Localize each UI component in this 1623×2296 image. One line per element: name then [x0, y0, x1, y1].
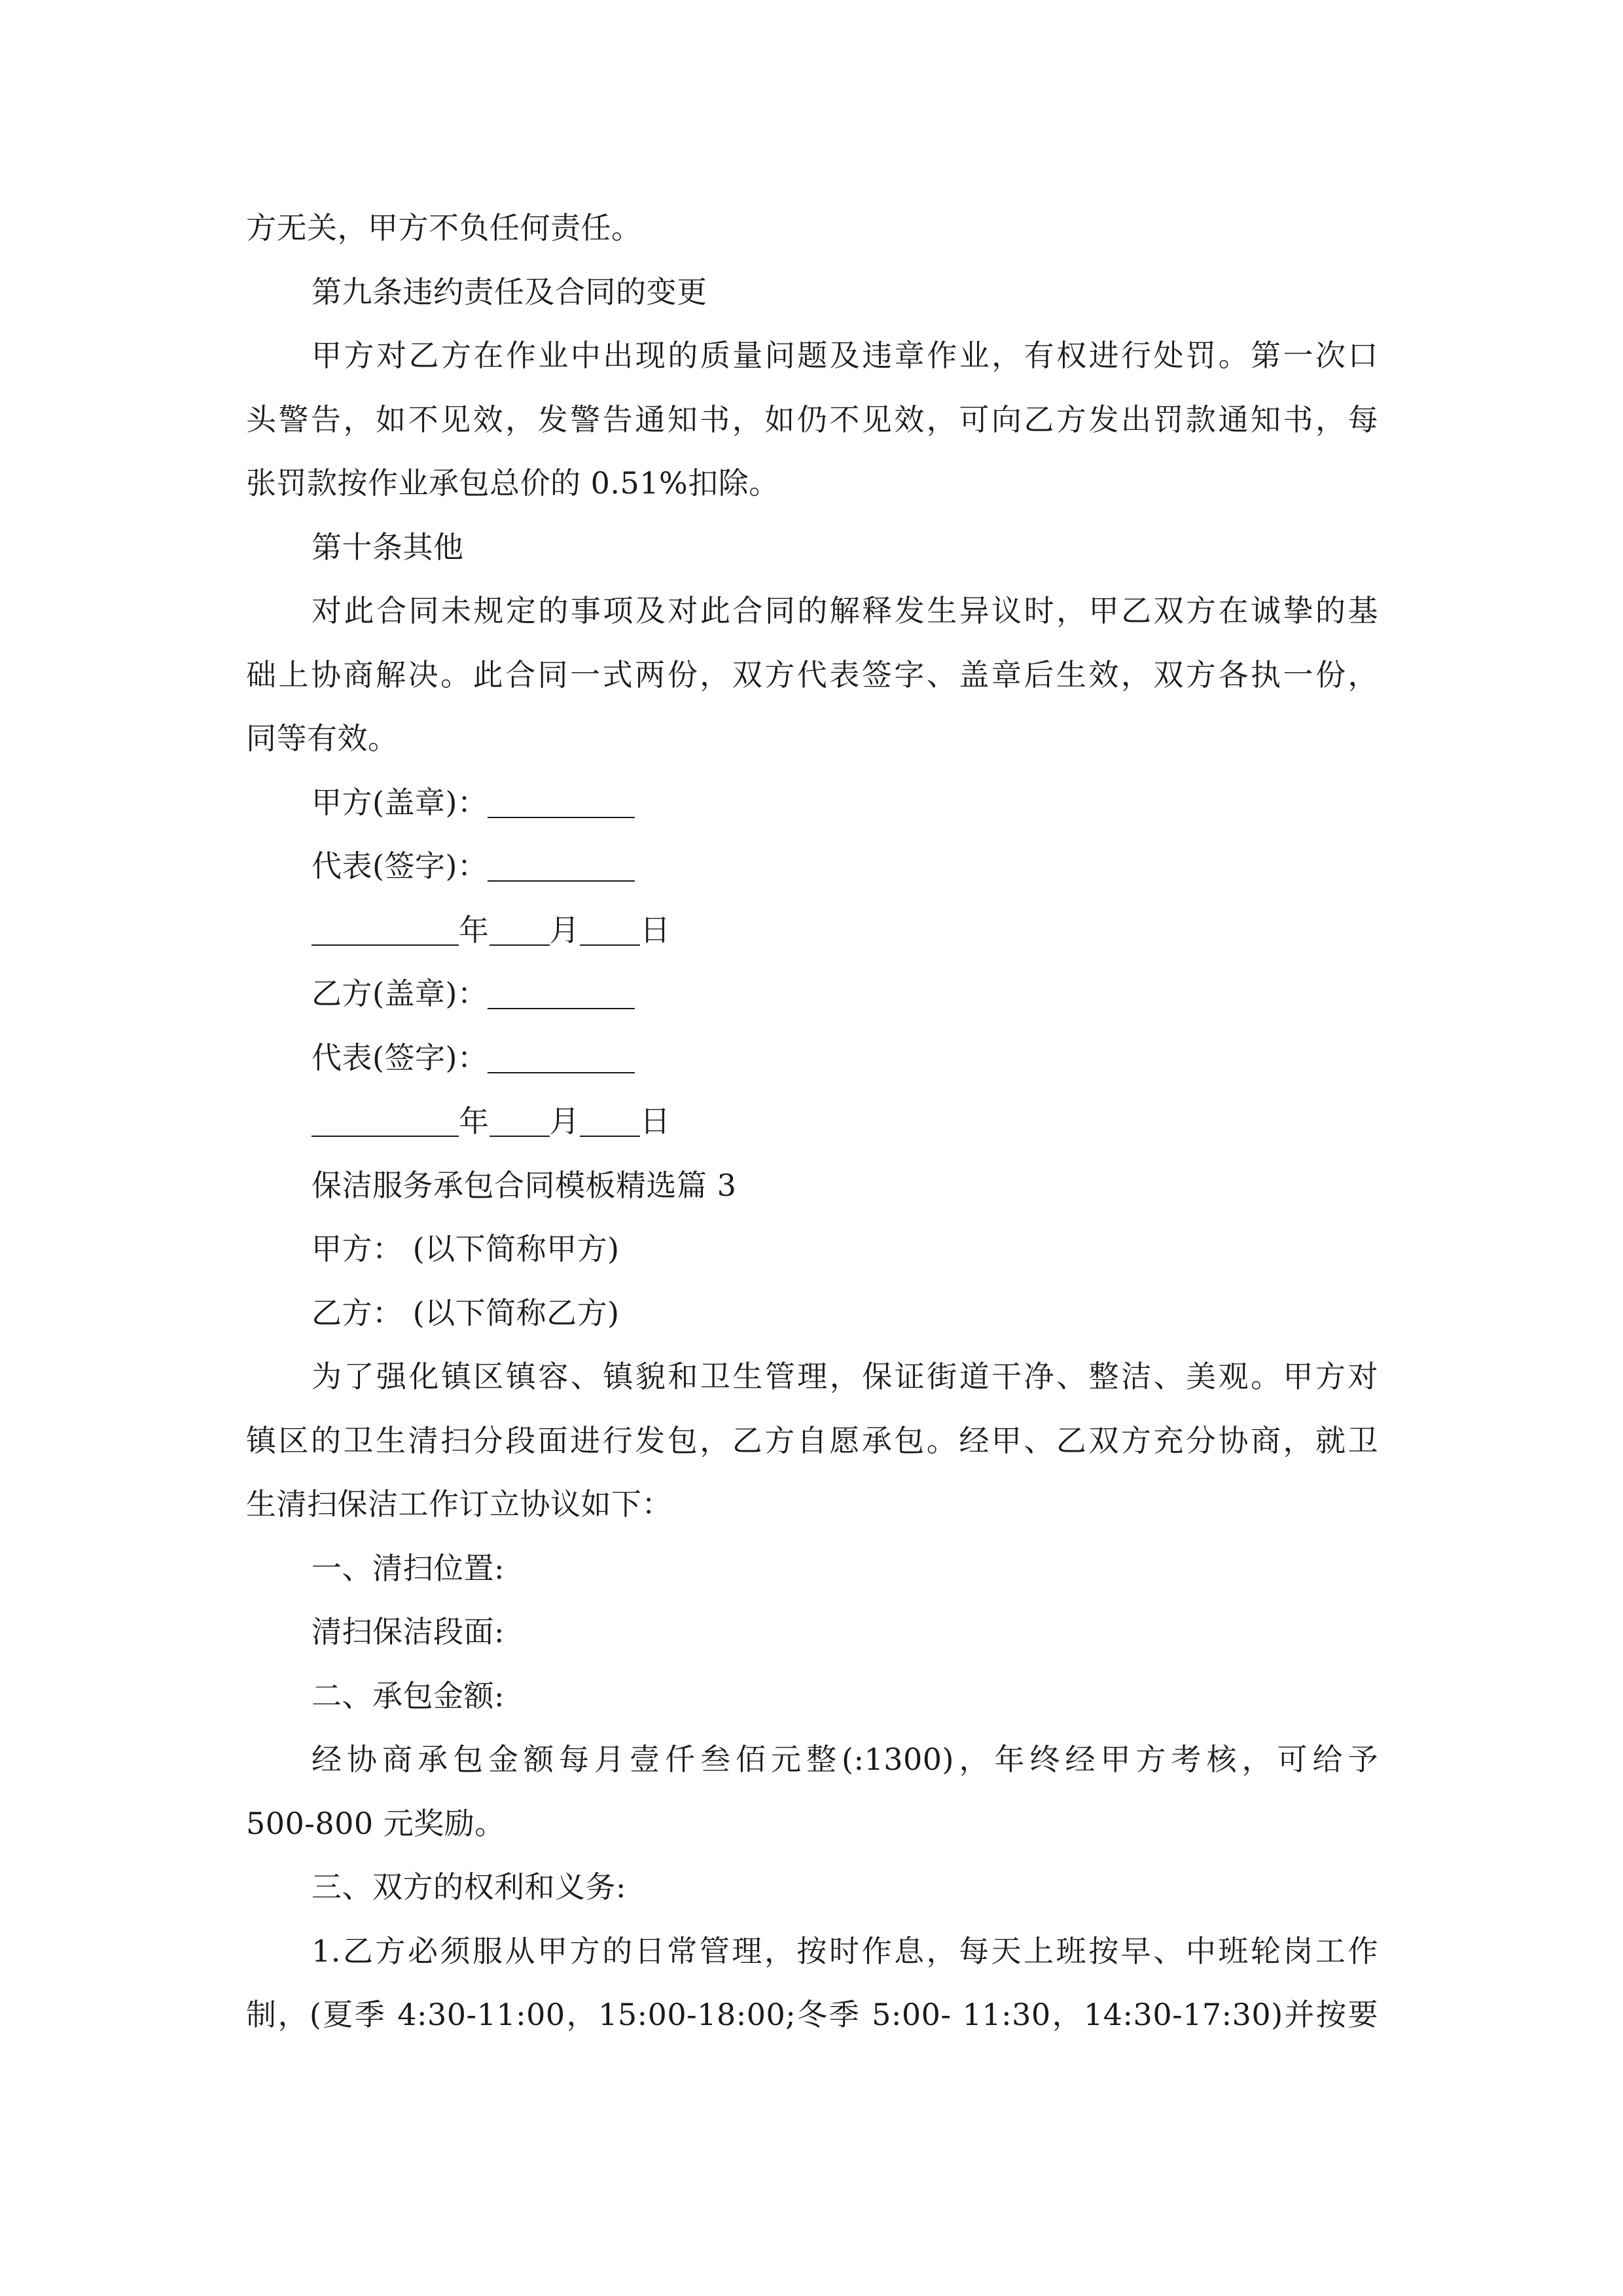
article-heading: 第十条其他	[312, 529, 464, 565]
signature-label: 代表(签字)：	[312, 848, 488, 884]
signature-line-party-a-rep	[246, 834, 1378, 899]
paragraph-line: 张罚款按作业承包总价的 0.51%扣除。	[246, 465, 779, 501]
signature-blank	[488, 982, 635, 1009]
paragraph-line: 础上协商解决。此合同一式两份，双方代表签字、盖章后生效，双方各执一份，	[246, 656, 1378, 692]
paragraph-line: 甲方对乙方在作业中出现的质量问题及违章作业，有权进行处罚。第一次口	[312, 338, 1378, 373]
document-body	[246, 196, 1378, 2047]
paragraph-line: 对此合同未规定的事项及对此合同的解释发生异议时，甲乙双方在诚挚的基	[312, 593, 1378, 628]
paragraph-line: 生清扫保洁工作订立协议如下：	[246, 1486, 672, 1522]
signature-line-party-b-seal	[246, 962, 1378, 1026]
month-blank	[490, 918, 550, 946]
signature-label: 代表(签字)：	[312, 1039, 488, 1075]
month-label: 月	[549, 912, 580, 948]
party-a-line: 甲方： (以下简称甲方)	[312, 1231, 620, 1266]
paragraph-line: 镇区的卫生清扫分段面进行发包，乙方自愿承包。经甲、乙双方充分协商，就卫	[246, 1422, 1378, 1458]
paragraph-line: 1.乙方必须服从甲方的日常管理，按时作息，每天上班按早、中班轮岗工作	[312, 1933, 1378, 1969]
paragraph-line: 头警告，如不见效，发警告通知书，如仍不见效，可向乙方发出罚款通知书，每	[246, 401, 1378, 437]
paragraph-line: 500-800 元奖励。	[246, 1805, 505, 1841]
party-b-line: 乙方： (以下简称乙方)	[312, 1295, 620, 1331]
clause-heading: 三、双方的权利和义务:	[312, 1869, 626, 1905]
clause-heading: 一、清扫位置:	[312, 1550, 505, 1586]
signature-blank	[488, 1046, 635, 1073]
clause-heading: 二、承包金额:	[312, 1677, 505, 1713]
paragraph-line: 为了强化镇区镇容、镇貌和卫生管理，保证街道干净、整洁、美观。甲方对	[312, 1359, 1378, 1394]
month-label: 月	[549, 1103, 580, 1139]
day-blank	[580, 1109, 640, 1137]
year-blank	[312, 1109, 459, 1137]
date-line-party-b	[246, 1090, 1378, 1154]
section-title: 保洁服务承包合同模板精选篇 3	[312, 1167, 737, 1203]
date-line-party-a	[246, 899, 1378, 963]
paragraph-line: 经协商承包金额每月壹仟叁佰元整(:1300)，年终经甲方考核，可给予	[312, 1742, 1378, 1777]
day-label: 日	[640, 912, 671, 948]
month-blank	[490, 1109, 550, 1137]
article-heading: 第九条违约责任及合同的变更	[312, 274, 707, 310]
paragraph-line: 同等有效。	[246, 721, 399, 756]
signature-label: 乙方(盖章)：	[312, 976, 488, 1011]
paragraph-line: 制，(夏季 4:30-11:00，15:00-18:00;冬季 5:00- 11:30，14:30-17:30)并按要	[246, 1997, 1378, 2032]
signature-blank	[488, 854, 635, 882]
year-label: 年	[459, 912, 490, 948]
year-label: 年	[459, 1103, 490, 1139]
day-blank	[580, 918, 640, 946]
day-label: 日	[640, 1103, 671, 1139]
paragraph-line: 方无关，甲方不负任何责任。	[246, 210, 642, 245]
signature-line-party-a-seal	[246, 771, 1378, 835]
paragraph-line: 清扫保洁段面:	[312, 1614, 505, 1649]
signature-blank	[488, 791, 635, 818]
year-blank	[312, 918, 459, 946]
signature-label: 甲方(盖章)：	[312, 784, 488, 820]
signature-line-party-b-rep	[246, 1026, 1378, 1090]
